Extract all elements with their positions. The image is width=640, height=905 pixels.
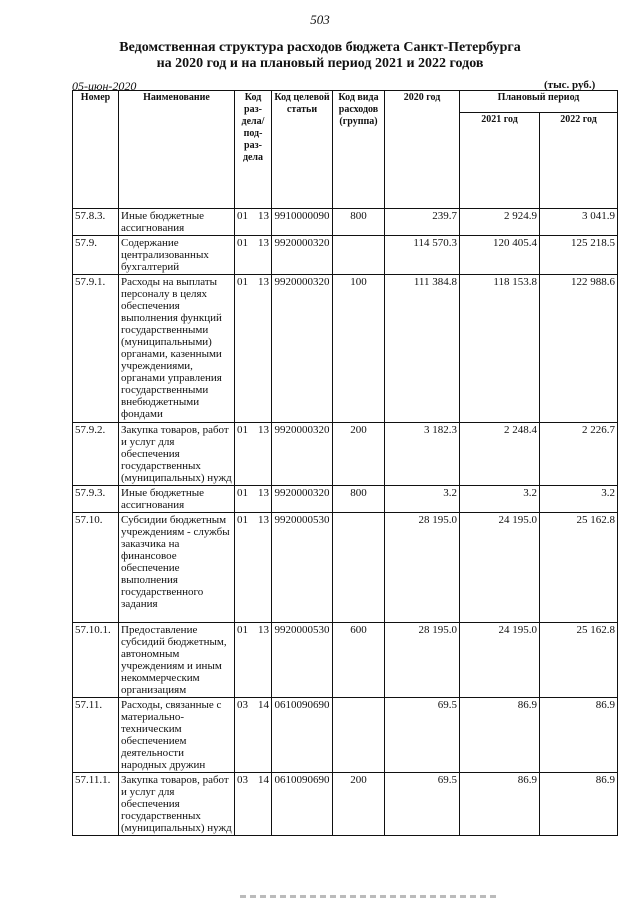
row-razdel-code xyxy=(235,513,272,623)
row-number: 57.9.3. xyxy=(73,486,119,513)
row-vid-code xyxy=(333,513,385,623)
row-name: Закупка товаров, работ и услуг для обеспечения государственных (муниципальных) нужд xyxy=(119,773,235,836)
row-2021-value: 86.9 xyxy=(460,698,540,773)
document-title xyxy=(60,40,580,72)
row-podrazdel: 13 xyxy=(258,210,269,222)
header-number: Номер xyxy=(73,91,119,209)
table-row xyxy=(73,275,618,423)
row-name: Предоставление субсидий бюджетным, автономным учреждениям и иным некоммерческим организациям xyxy=(119,623,235,698)
title-line-2: на 2020 год и на плановый период 2021 и 2022 годов xyxy=(156,56,484,71)
row-number: 57.11. xyxy=(73,698,119,773)
page-number: 503 xyxy=(310,12,330,27)
table-row xyxy=(73,486,618,513)
row-razdel-code xyxy=(235,209,272,236)
header-target: Код целевой статьи xyxy=(272,91,333,209)
row-2021-value: 2 248.4 xyxy=(460,423,540,486)
row-target-code: 9920000320 xyxy=(272,275,333,423)
row-razdel-code xyxy=(235,236,272,275)
row-2020-value: 3 182.3 xyxy=(385,423,460,486)
row-vid-code: 100 xyxy=(333,275,385,423)
row-vid-code xyxy=(333,698,385,773)
row-2020-value: 239.7 xyxy=(385,209,460,236)
row-2020-value: 28 195.0 xyxy=(385,623,460,698)
header-name: Наименование xyxy=(119,91,235,209)
row-razdel: 03 xyxy=(237,774,248,786)
row-number: 57.10. xyxy=(73,513,119,623)
row-podrazdel: 13 xyxy=(258,487,269,499)
budget-body xyxy=(73,209,618,836)
row-razdel-code xyxy=(235,623,272,698)
row-target-code: 9920000530 xyxy=(272,513,333,623)
row-2021-value: 86.9 xyxy=(460,773,540,836)
row-razdel: 01 xyxy=(237,624,248,636)
row-razdel: 01 xyxy=(237,210,248,222)
row-name: Расходы на выплаты персоналу в целях обеспечения выполнения функций государственными (муниципальными) органами, казенными учреждениями, органами управления государственными внебюджетными фондами xyxy=(119,275,235,423)
row-razdel: 01 xyxy=(237,514,248,526)
row-number: 57.9.2. xyxy=(73,423,119,486)
row-2020-value: 69.5 xyxy=(385,698,460,773)
row-2021-value: 24 195.0 xyxy=(460,513,540,623)
table-row xyxy=(73,623,618,698)
footer-marks xyxy=(240,895,500,898)
row-2021-value: 3.2 xyxy=(460,486,540,513)
row-vid-code: 800 xyxy=(333,209,385,236)
header-2020: 2020 год xyxy=(385,91,460,209)
row-vid-code: 600 xyxy=(333,623,385,698)
row-number: 57.9. xyxy=(73,236,119,275)
row-2022-value: 3.2 xyxy=(540,486,618,513)
row-number: 57.11.1. xyxy=(73,773,119,836)
row-2022-value: 25 162.8 xyxy=(540,623,618,698)
table-row xyxy=(73,513,618,623)
table-row xyxy=(73,209,618,236)
table-row xyxy=(73,423,618,486)
row-podrazdel: 13 xyxy=(258,276,269,288)
row-podrazdel: 13 xyxy=(258,237,269,249)
row-2021-value: 120 405.4 xyxy=(460,236,540,275)
row-razdel: 01 xyxy=(237,237,248,249)
row-podrazdel: 14 xyxy=(258,774,269,786)
row-2022-value: 125 218.5 xyxy=(540,236,618,275)
row-razdel-code xyxy=(235,698,272,773)
row-target-code: 0610090690 xyxy=(272,773,333,836)
row-name: Закупка товаров, работ и услуг для обеспечения государственных (муниципальных) нужд xyxy=(119,423,235,486)
row-target-code: 9920000320 xyxy=(272,236,333,275)
row-2022-value: 2 226.7 xyxy=(540,423,618,486)
row-razdel: 01 xyxy=(237,276,248,288)
header-planned: Плановый период xyxy=(460,91,618,113)
units-label: (тыс. руб.) xyxy=(544,79,596,91)
row-razdel-code xyxy=(235,486,272,513)
report-date: 05-июн-2020 xyxy=(72,79,137,93)
row-vid-code: 800 xyxy=(333,486,385,513)
header-razdel: Код раз-дела/под-раз-дела xyxy=(235,91,272,209)
row-podrazdel: 13 xyxy=(258,514,269,526)
row-2022-value: 122 988.6 xyxy=(540,275,618,423)
row-razdel-code xyxy=(235,423,272,486)
row-name: Содержание централизованных бухгалтерий xyxy=(119,236,235,275)
row-target-code: 9920000320 xyxy=(272,423,333,486)
row-2021-value: 118 153.8 xyxy=(460,275,540,423)
row-target-code: 0610090690 xyxy=(272,698,333,773)
row-podrazdel: 13 xyxy=(258,624,269,636)
row-2021-value: 24 195.0 xyxy=(460,623,540,698)
title-line-1: Ведомственная структура расходов бюджета Санкт-Петербурга xyxy=(119,40,521,55)
row-2021-value: 2 924.9 xyxy=(460,209,540,236)
row-target-code: 9920000320 xyxy=(272,486,333,513)
row-number: 57.10.1. xyxy=(73,623,119,698)
row-vid-code: 200 xyxy=(333,423,385,486)
row-razdel: 03 xyxy=(237,699,248,711)
table-row xyxy=(73,236,618,275)
header-vid: Код вида расходов (группа) xyxy=(333,91,385,209)
row-2022-value: 25 162.8 xyxy=(540,513,618,623)
row-name: Расходы, связанные с материально-техническим обеспечением деятельности народных дружин xyxy=(119,698,235,773)
row-target-code: 9920000530 xyxy=(272,623,333,698)
budget-table xyxy=(72,90,618,836)
row-razdel-code xyxy=(235,773,272,836)
row-2022-value: 86.9 xyxy=(540,698,618,773)
row-2020-value: 69.5 xyxy=(385,773,460,836)
row-name: Иные бюджетные ассигнования xyxy=(119,209,235,236)
row-number: 57.9.1. xyxy=(73,275,119,423)
row-razdel: 01 xyxy=(237,487,248,499)
header-2021: 2021 год xyxy=(460,113,540,209)
row-razdel: 01 xyxy=(237,424,248,436)
row-podrazdel: 14 xyxy=(258,699,269,711)
table-row xyxy=(73,773,618,836)
row-2020-value: 111 384.8 xyxy=(385,275,460,423)
table-row xyxy=(73,698,618,773)
row-2020-value: 3.2 xyxy=(385,486,460,513)
row-razdel-code xyxy=(235,275,272,423)
row-2022-value: 86.9 xyxy=(540,773,618,836)
row-target-code: 9910000090 xyxy=(272,209,333,236)
row-2020-value: 114 570.3 xyxy=(385,236,460,275)
row-name: Иные бюджетные ассигнования xyxy=(119,486,235,513)
row-podrazdel: 13 xyxy=(258,424,269,436)
row-vid-code: 200 xyxy=(333,773,385,836)
header-row xyxy=(73,91,618,113)
row-2020-value: 28 195.0 xyxy=(385,513,460,623)
row-2022-value: 3 041.9 xyxy=(540,209,618,236)
row-name: Субсидии бюджетным учреждениям - службы заказчика на финансовое обеспечение выполнения государственного задания xyxy=(119,513,235,623)
row-vid-code xyxy=(333,236,385,275)
header-2022: 2022 год xyxy=(540,113,618,209)
row-number: 57.8.3. xyxy=(73,209,119,236)
